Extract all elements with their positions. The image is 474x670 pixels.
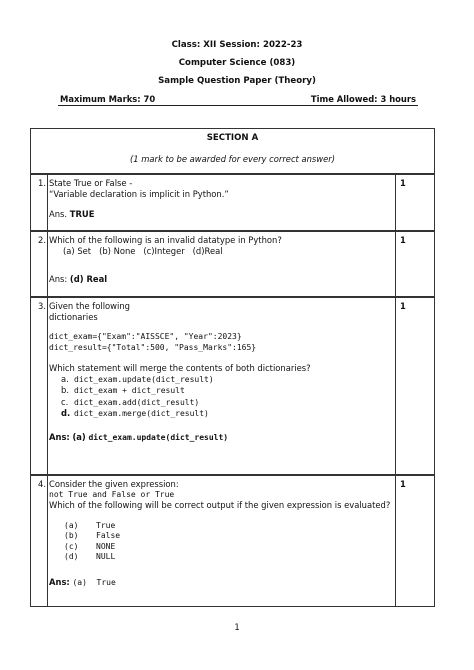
question-text: Which of the following is an invalid datatype in Python? [49,235,282,245]
question-body [49,178,392,220]
option-item: (a) True [64,520,116,530]
section-title: SECTION A [206,133,259,143]
answer [49,274,392,285]
question-text: Consider the given expression: [49,479,179,489]
code-line: not True and False or True [49,489,175,499]
question-text: “Variable declaration is implicit in Python.” [49,188,229,199]
question-text: Given the following [49,301,130,311]
question-row-1 [30,174,435,231]
time-allowed: Time Allowed: 3 hours [310,94,416,104]
question-marks: 1 [400,235,406,245]
question-number: 3. [38,301,46,311]
question-text: State True or False - [49,178,133,188]
question-prompt: Which statement will merge the contents of both dictionaries? [49,363,311,373]
question-options: (a) Set (b) None (c)Integer (d)Real [63,245,223,256]
code-line: dict_exam={"Exam":"AISSCE", "Year":2023} [49,332,242,341]
question-row-4 [30,475,435,607]
question-number: 2. [38,235,46,245]
page-number: 1 [234,622,240,632]
option-list [49,521,392,563]
question-body [49,235,392,285]
answer-label: Ans. [49,209,68,219]
answer-value: (d) Real [69,274,108,284]
answer-label: Ans: [49,576,70,587]
answer-label: Ans: [49,274,68,284]
question-number: 1. [38,178,46,188]
option-item: (b) False [64,531,121,540]
question-number: 4. [38,479,46,489]
marks-time-row [60,94,416,105]
option-item: d. dict_exam.merge(dict_result) [61,408,209,418]
answer-value: (a) [72,431,86,442]
question-row-3 [30,297,435,475]
section-subtitle: (1 mark to be awarded for every correct answer) [129,154,336,164]
answer-label: Ans: [49,431,70,442]
max-marks: Maximum Marks: 70 [60,94,156,104]
question-body [49,301,392,443]
answer-value: (a) True [72,577,116,587]
question-marks: 1 [400,301,406,311]
option-item: (c) NONE [64,541,116,551]
header-subject: Computer Science (083) [178,58,296,68]
question-body [49,479,392,588]
question-prompt: Which of the following will be correct output if the given expression is evaluated? [49,500,391,510]
answer [49,432,392,444]
question-marks: 1 [400,479,406,489]
option-list [49,374,392,420]
answer [49,577,392,589]
answer-value: TRUE [69,209,95,219]
section-header [30,128,435,174]
header-class-session: Class: XII Session: 2022-23 [171,40,303,50]
answer-code: dict_exam.update(dict_result) [88,432,229,442]
question-marks: 1 [400,178,406,188]
header-underline [58,105,418,106]
option-item: (d) NULL [64,552,116,561]
question-row-2 [30,231,435,297]
code-line: dict_result={"Total":500, "Pass_Marks":165} [49,342,257,352]
header-paper-type: Sample Question Paper (Theory) [158,76,316,86]
option-item: a. dict_exam.update(dict_result) [61,373,214,384]
option-item: b. dict_exam + dict_result [61,385,185,395]
answer [49,209,392,220]
option-item: c. dict_exam.add(dict_result) [61,396,200,407]
question-text: dictionaries [49,311,98,322]
